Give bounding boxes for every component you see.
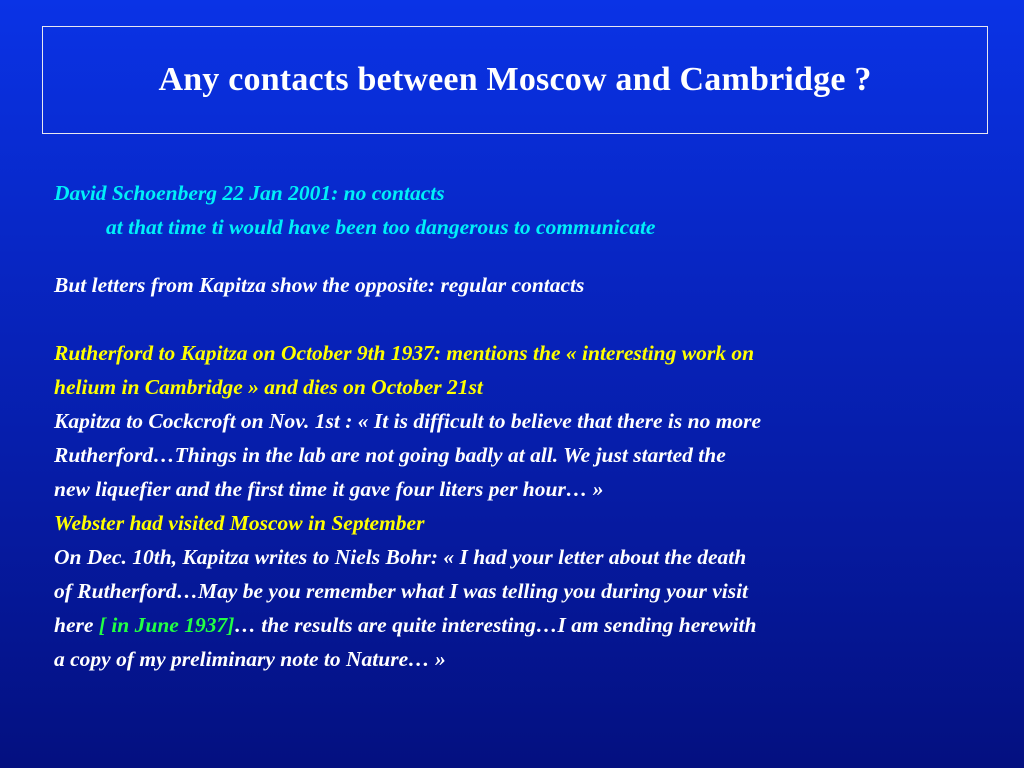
slide-body <box>54 176 1004 676</box>
letters-intro: But letters from Kapitza show the opposite: regular contacts <box>54 273 585 297</box>
june-1937-highlight: [ in June 1937] <box>98 613 235 637</box>
rutherford-line-2: helium in Cambridge » and dies on October 21st <box>54 375 483 399</box>
bohr-line-3 <box>54 608 1004 642</box>
schoenberg-line-1: David Schoenberg 22 Jan 2001: no contacts <box>54 181 445 205</box>
bohr-line-3-suffix: … the results are quite interesting…I am sending herewith <box>234 613 757 637</box>
spacer <box>54 244 1004 268</box>
cockcroft-line-1: Kapitza to Cockcroft on Nov. 1st : « It is difficult to believe that there is no more <box>54 409 762 433</box>
title-box <box>42 26 988 134</box>
bohr-line-3-prefix: here <box>54 613 99 637</box>
schoenberg-line-2: at that time ti would have been too dangerous to communicate <box>106 215 656 239</box>
cockcroft-line-2: Rutherford…Things in the lab are not going badly at all. We just started the <box>54 443 726 467</box>
rutherford-line-1: Rutherford to Kapitza on October 9th 1937: mentions the « interesting work on <box>54 341 755 365</box>
bohr-line-4: a copy of my preliminary note to Nature… » <box>54 647 446 671</box>
spacer <box>54 302 1004 336</box>
slide-title: Any contacts between Moscow and Cambridge ? <box>158 61 872 98</box>
webster-line: Webster had visited Moscow in September <box>54 511 425 535</box>
bohr-line-2: of Rutherford…May be you remember what I was telling you during your visit <box>54 579 749 603</box>
bohr-line-1: On Dec. 10th, Kapitza writes to Niels Bohr: « I had your letter about the death <box>54 545 747 569</box>
cockcroft-line-3: new liquefier and the first time it gave four liters per hour… » <box>54 477 604 501</box>
